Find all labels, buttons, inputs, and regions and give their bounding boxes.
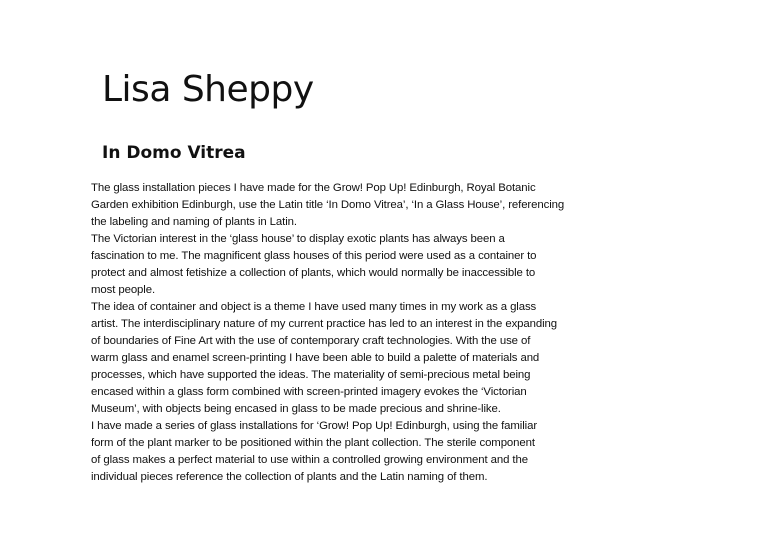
work-title: In Domo Vitrea <box>102 143 246 163</box>
body-line: I have made a series of glass installations for ‘Grow! Pop Up! Edinburgh, using the familiar <box>91 420 538 432</box>
body-line: The idea of container and object is a theme I have used many times in my work as a glass <box>91 301 537 313</box>
body-line: form of the plant marker to be positioned within the plant collection. The sterile component <box>91 437 535 449</box>
body-line: encased within a glass form combined with screen-printed imagery evokes the ‘Victorian <box>91 386 527 398</box>
body-line: individual pieces reference the collection of plants and the Latin naming of them. <box>91 471 488 483</box>
body-line: of glass makes a perfect material to use within a controlled growing environment and the <box>91 454 528 466</box>
body-line: Garden exhibition Edinburgh, use the Latin title ‘In Domo Vitrea’, ‘In a Glass House’, referencing <box>91 199 565 211</box>
body-line: the labeling and naming of plants in Latin. <box>91 216 297 228</box>
body-line: artist. The interdisciplinary nature of my current practice has led to an interest in the expanding <box>91 318 558 330</box>
body-line: protect and almost fetishize a collection of plants, which would normally be inaccessible to <box>91 267 536 279</box>
body-line: warm glass and enamel screen-printing I have been able to build a palette of materials and <box>91 352 540 364</box>
body-line: processes, which have supported the ideas. The materiality of semi-precious metal being <box>91 369 531 381</box>
body-line: The glass installation pieces I have made for the Grow! Pop Up! Edinburgh, Royal Botanic <box>91 182 536 194</box>
body-line: The Victorian interest in the ‘glass house’ to display exotic plants has always been a <box>91 233 505 245</box>
body-text <box>91 180 621 486</box>
body-line: fascination to me. The magnificent glass houses of this period were used as a container to <box>91 250 537 262</box>
body-line: Museum’, with objects being encased in glass to be made precious and shrine-like. <box>91 403 501 415</box>
body-line: of boundaries of Fine Art with the use of contemporary craft technologies. With the use of <box>91 335 531 347</box>
author-name: Lisa Sheppy <box>102 69 314 110</box>
body-line: most people. <box>91 284 156 296</box>
